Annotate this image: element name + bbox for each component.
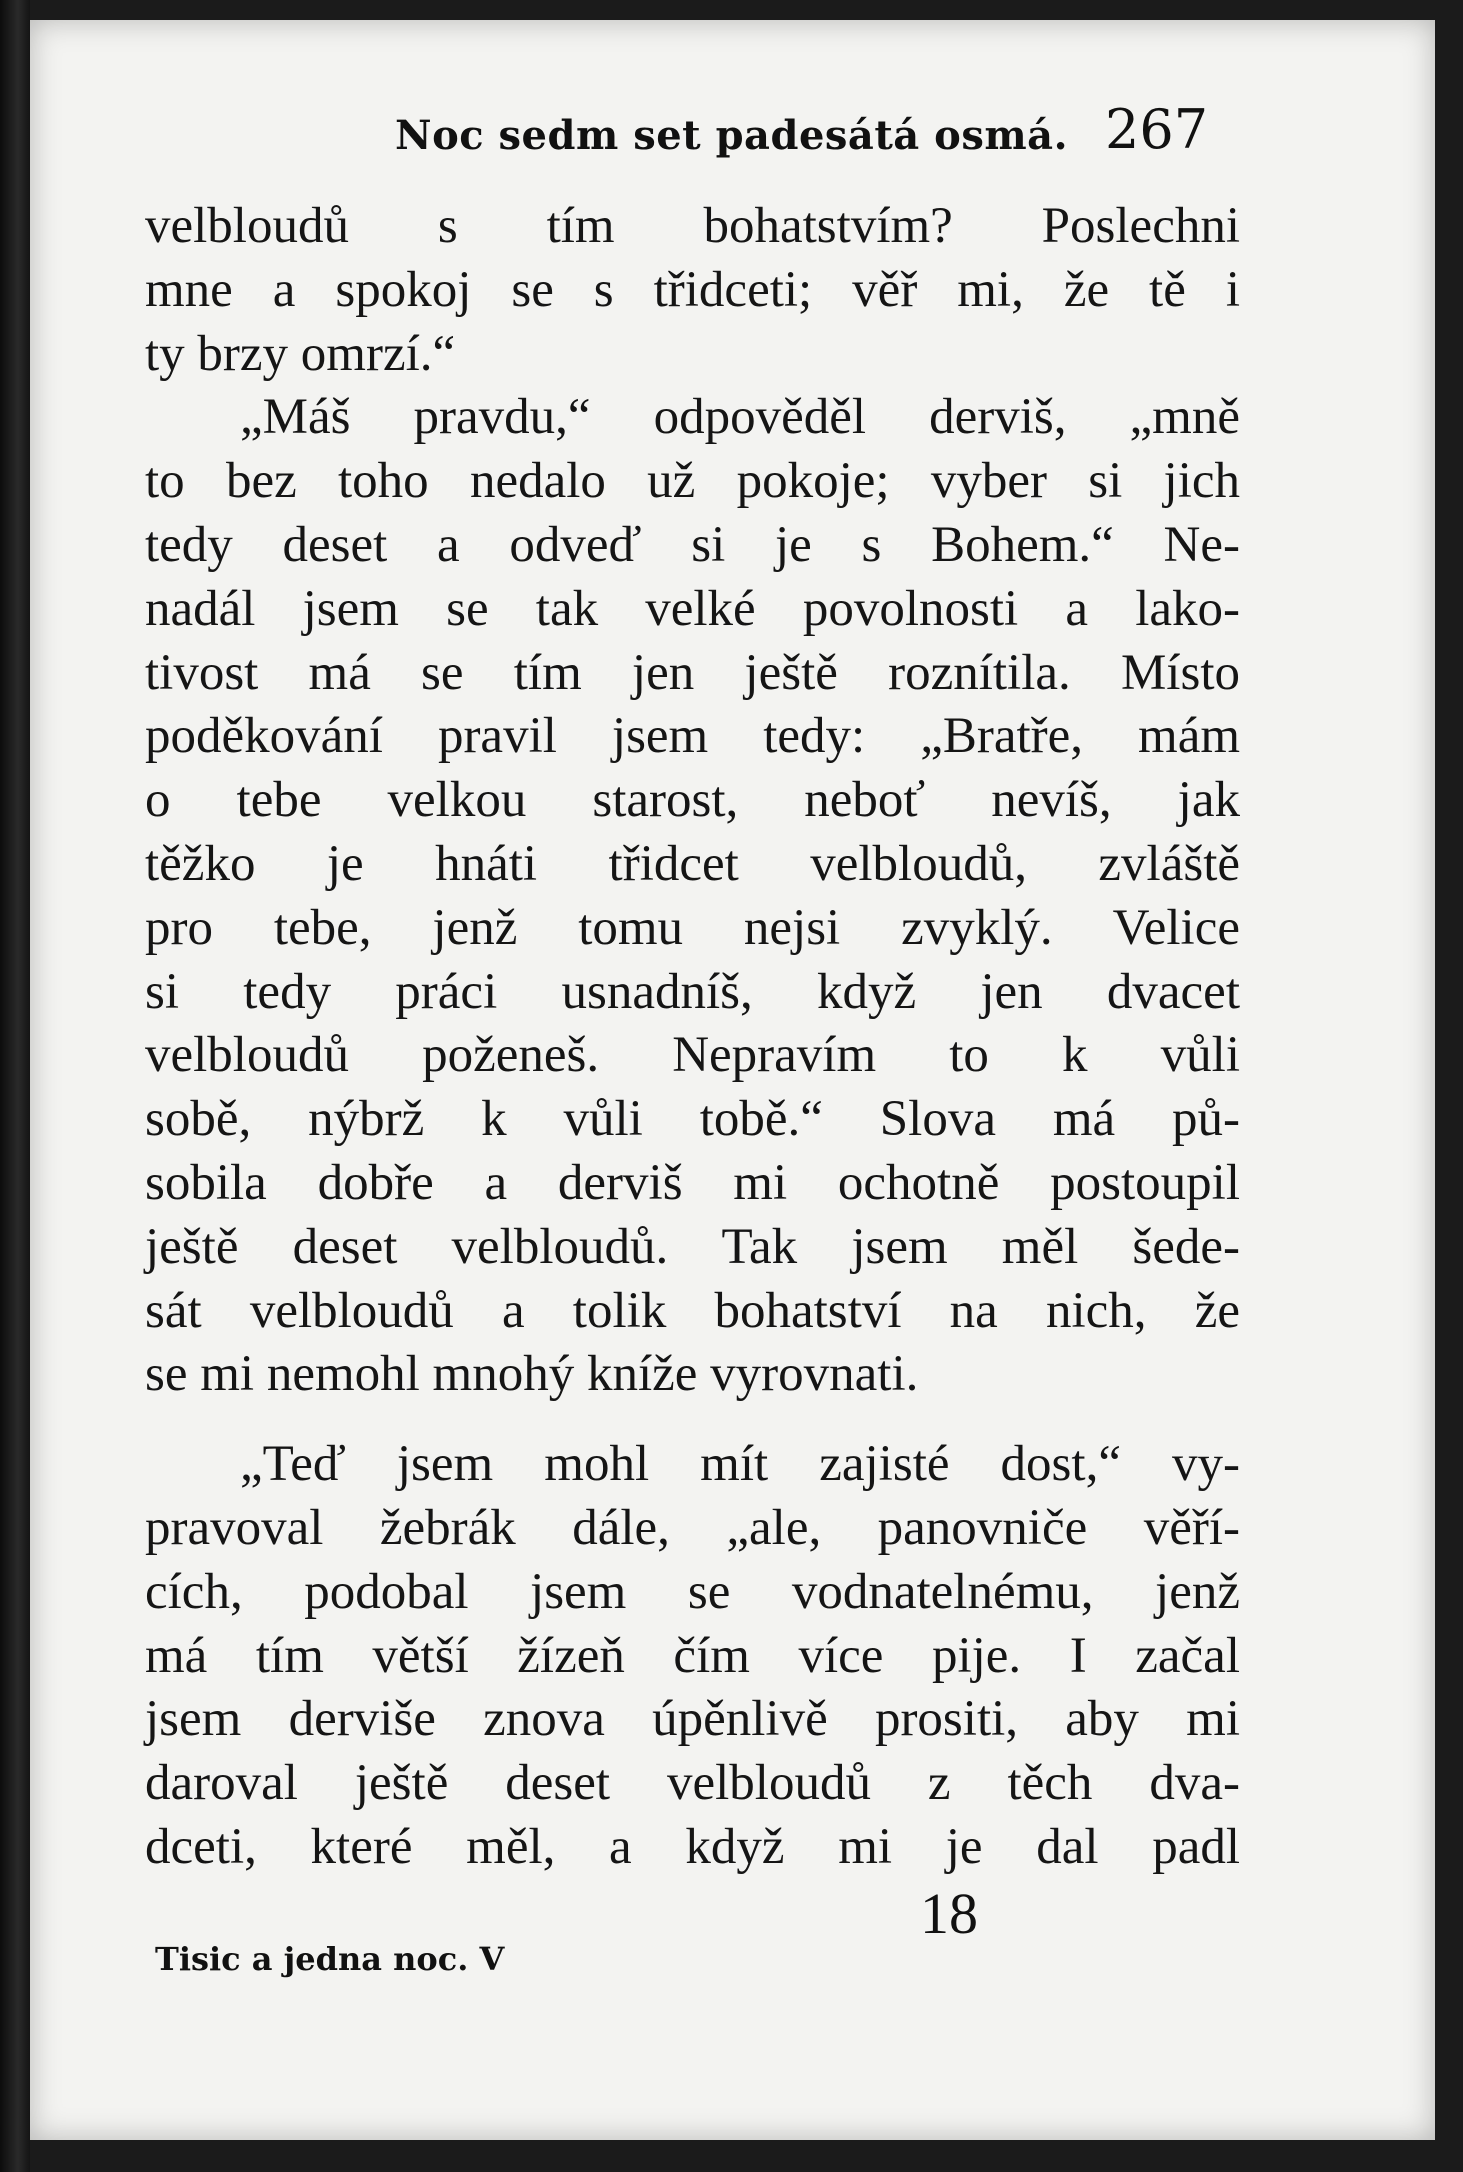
text-line: sát velbloudů a tolik bohatství na nich, že bbox=[145, 1282, 1240, 1339]
text-line: mne a spokoj se s třidceti; věř mi, že tě i bbox=[145, 261, 1240, 318]
text-line: ty brzy omrzí.“ bbox=[145, 325, 456, 382]
book-page bbox=[30, 20, 1435, 2140]
text-line: „Teď jsem mohl mít zajisté dost,“ vy- bbox=[240, 1436, 1240, 1493]
page-number: 267 bbox=[1105, 98, 1209, 161]
text-line: nadál jsem se tak velké povolnosti a lako- bbox=[145, 580, 1240, 637]
text-line: se mi nemohl mnohý kníže vyrovnati. bbox=[145, 1346, 919, 1403]
text-line: tivost má se tím jen ještě roznítila. Místo bbox=[145, 644, 1240, 701]
printer-signature: Tisic a jedna noc. V bbox=[155, 1940, 505, 1978]
text-line: pro tebe, jenž tomu nejsi zvyklý. Velice bbox=[145, 899, 1240, 956]
text-line: tedy deset a odveď si je s Bohem.“ Ne- bbox=[145, 516, 1240, 573]
text-line: ještě deset velbloudů. Tak jsem měl šede- bbox=[145, 1218, 1240, 1275]
text-line: sobě, nýbrž k vůli tobě.“ Slova má pů- bbox=[145, 1091, 1240, 1148]
text-line: jsem derviše znova úpěnlivě prositi, aby mi bbox=[145, 1691, 1240, 1748]
body-text bbox=[145, 195, 1240, 1880]
text-line: cích, podobal jsem se vodnatelnému, jenž bbox=[145, 1563, 1240, 1620]
page-header bbox=[30, 90, 1435, 160]
text-line: má tím větší žízeň čím více pije. I začal bbox=[145, 1627, 1240, 1684]
text-line: velbloudů poženeš. Nepravím to k vůli bbox=[145, 1027, 1240, 1084]
book-gutter-edge bbox=[0, 0, 30, 2172]
text-line: daroval ještě deset velbloudů z těch dva- bbox=[145, 1755, 1240, 1812]
text-line: o tebe velkou starost, neboť nevíš, jak bbox=[145, 772, 1240, 829]
text-line: velbloudů s tím bohatstvím? Poslechni bbox=[145, 198, 1240, 254]
text-line: dceti, které měl, a když mi je dal padl bbox=[145, 1818, 1240, 1875]
running-title: Noc sedm set padesátá osmá. bbox=[395, 112, 1069, 159]
text-line: si tedy práci usnadníš, když jen dvacet bbox=[145, 963, 1240, 1020]
text-line: „Máš pravdu,“ odpověděl derviš, „mně bbox=[240, 389, 1240, 446]
text-line: těžko je hnáti třidcet velbloudů, zvláště bbox=[145, 835, 1240, 892]
text-line: pravoval žebrák dále, „ale, panovniče věří- bbox=[145, 1499, 1240, 1556]
text-line: sobila dobře a derviš mi ochotně postoupil bbox=[145, 1154, 1240, 1211]
text-line: to bez toho nedalo už pokoje; vyber si jich bbox=[145, 453, 1240, 510]
paragraph-gap bbox=[145, 1407, 1240, 1433]
text-line: poděkování pravil jsem tedy: „Bratře, mám bbox=[145, 708, 1240, 765]
sheet-number: 18 bbox=[920, 1881, 978, 1946]
